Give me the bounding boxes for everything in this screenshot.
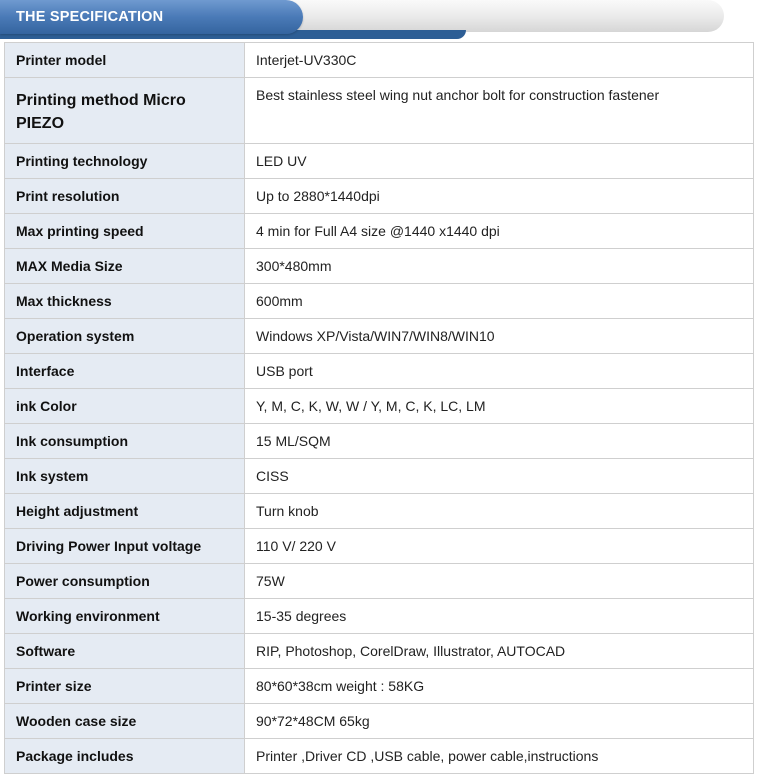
spec-label: Operation system: [5, 319, 245, 354]
spec-label: Printing technology: [5, 144, 245, 179]
spec-value: 80*60*38cm weight : 58KG: [245, 669, 754, 704]
specification-table: [4, 42, 754, 774]
table-row: [5, 739, 754, 774]
spec-label: Printer size: [5, 669, 245, 704]
table-row: [5, 43, 754, 78]
table-row: [5, 494, 754, 529]
table-row: [5, 424, 754, 459]
spec-value: Windows XP/Vista/WIN7/WIN8/WIN10: [245, 319, 754, 354]
spec-value: 15-35 degrees: [245, 599, 754, 634]
spec-label: Ink consumption: [5, 424, 245, 459]
header-bar-background: [230, 0, 724, 32]
spec-value: USB port: [245, 354, 754, 389]
table-row: [5, 214, 754, 249]
spec-value: Y, M, C, K, W, W / Y, M, C, K, LC, LM: [245, 389, 754, 424]
spec-value: CISS: [245, 459, 754, 494]
spec-label: Working environment: [5, 599, 245, 634]
table-row: [5, 78, 754, 144]
table-row: [5, 704, 754, 739]
spec-label: Height adjustment: [5, 494, 245, 529]
spec-label: Power consumption: [5, 564, 245, 599]
spec-label: Wooden case size: [5, 704, 245, 739]
spec-label: Printing method Micro PIEZO: [5, 78, 245, 144]
table-row: [5, 354, 754, 389]
header-tab: [0, 0, 303, 34]
spec-value: Printer ,Driver CD ,USB cable, power cable,instructions: [245, 739, 754, 774]
spec-label: Max thickness: [5, 284, 245, 319]
spec-value: 75W: [245, 564, 754, 599]
table-row: [5, 179, 754, 214]
spec-value: 600mm: [245, 284, 754, 319]
section-title: THE SPECIFICATION: [16, 9, 164, 25]
table-row: [5, 319, 754, 354]
spec-label: Package includes: [5, 739, 245, 774]
spec-value: 15 ML/SQM: [245, 424, 754, 459]
table-row: [5, 564, 754, 599]
spec-label: Printer model: [5, 43, 245, 78]
table-row: [5, 459, 754, 494]
spec-value: 300*480mm: [245, 249, 754, 284]
spec-value: 90*72*48CM 65kg: [245, 704, 754, 739]
table-row: [5, 599, 754, 634]
spec-value: Best stainless steel wing nut anchor bolt for construction fastener: [245, 78, 754, 144]
spec-label: ink Color: [5, 389, 245, 424]
spec-value: Turn knob: [245, 494, 754, 529]
spec-label: Ink system: [5, 459, 245, 494]
spec-label: Max printing speed: [5, 214, 245, 249]
table-row: [5, 634, 754, 669]
spec-label: MAX Media Size: [5, 249, 245, 284]
spec-value: 4 min for Full A4 size @1440 x1440 dpi: [245, 214, 754, 249]
spec-value: 110 V/ 220 V: [245, 529, 754, 564]
spec-value: Up to 2880*1440dpi: [245, 179, 754, 214]
spec-label: Interface: [5, 354, 245, 389]
spec-value: Interjet-UV330C: [245, 43, 754, 78]
spec-label: Driving Power Input voltage: [5, 529, 245, 564]
spec-value: RIP, Photoshop, CorelDraw, Illustrator, AUTOCAD: [245, 634, 754, 669]
table-row: [5, 144, 754, 179]
table-row: [5, 284, 754, 319]
spec-label: Software: [5, 634, 245, 669]
spec-label: Print resolution: [5, 179, 245, 214]
table-row: [5, 249, 754, 284]
table-row: [5, 389, 754, 424]
table-row: [5, 669, 754, 704]
spec-value: LED UV: [245, 144, 754, 179]
section-header: [0, 0, 783, 42]
table-row: [5, 529, 754, 564]
